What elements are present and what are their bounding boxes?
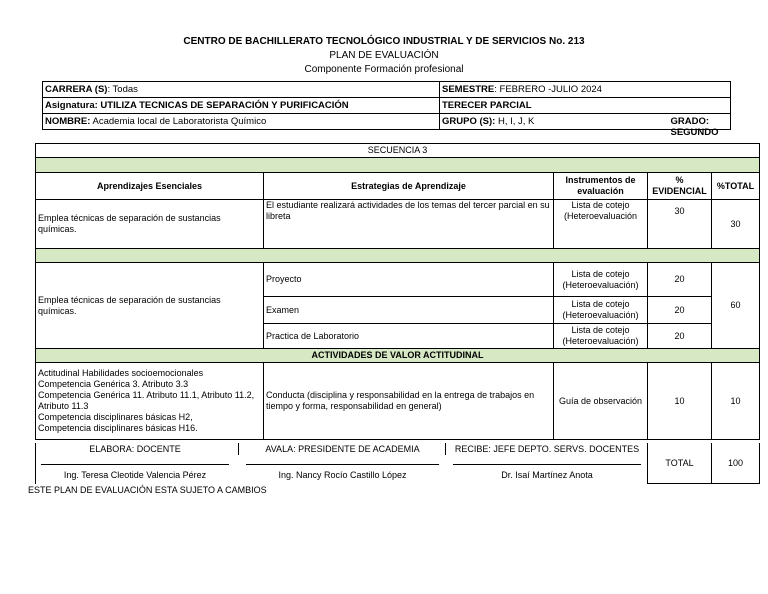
info-row-asignatura <box>43 98 731 114</box>
block3-line-1: Actitudinal Habilidades socioemocionales <box>38 368 204 378</box>
carrera-cell <box>43 82 440 98</box>
avala-signature-line <box>246 455 439 465</box>
header-instrumentos: Instrumentos de evaluación <box>554 173 648 200</box>
block2-aprendizaje: Emplea técnicas de separación de sustancias químicas. <box>36 263 264 349</box>
green-separator-2 <box>36 249 760 263</box>
total-row <box>648 443 760 484</box>
semestre-label: SEMESTRE <box>442 84 495 95</box>
carrera-label: CARRERA (S) <box>45 84 108 95</box>
info-row-nombre <box>43 114 731 130</box>
grado-label: GRADO: SEGUNDO <box>670 116 719 138</box>
asignatura-cell: Asignatura: UTILIZA TECNICAS DE SEPARACIÓN Y PURIFICACIÓN <box>43 98 440 114</box>
block2-evidencial-2: 20 <box>648 297 712 324</box>
total-label: TOTAL <box>648 443 712 484</box>
block1-total: 30 <box>712 200 760 249</box>
grupo-value: H, I, J, K <box>495 116 535 127</box>
sequence-title: SECUENCIA 3 <box>36 144 760 158</box>
nombre-cell <box>43 114 440 130</box>
block1-instrumento: Lista de cotejo (Heteroevaluación <box>554 200 648 249</box>
block1-estrategia: El estudiante realizará actividades de los temas del tercer parcial en su libreta <box>264 200 554 249</box>
divider <box>445 443 446 455</box>
nombre-value: Academia local de Laboratorista Químico <box>90 116 267 127</box>
header-total: %TOTAL <box>712 173 760 200</box>
green-band <box>36 249 760 263</box>
block3-estrategia: Conducta (disciplina y responsabilidad en la entrega de trabajos en tiempo y forma, responsabilidad en general) <box>264 363 554 440</box>
block1-row <box>36 200 760 249</box>
block2-estrategia-1: Proyecto <box>264 263 554 297</box>
block3-row <box>36 363 760 440</box>
divider <box>238 443 239 455</box>
avala-block <box>240 443 445 482</box>
recibe-block <box>447 443 647 482</box>
header-estrategias: Estrategias de Aprendizaje <box>264 173 554 200</box>
block2-instrumento-3: Lista de cotejo (Heteroevaluación) <box>554 324 648 349</box>
block2-instrumento-1: Lista de cotejo (Heteroevaluación) <box>554 263 648 297</box>
elabora-signature-line <box>41 455 229 465</box>
block2-row-1 <box>36 263 760 297</box>
elabora-label: ELABORA: DOCENTE <box>89 444 181 454</box>
header-row <box>36 173 760 200</box>
block2-instrumento-2: Lista de cotejo (Heteroevaluación) <box>554 297 648 324</box>
green-band <box>36 158 760 173</box>
institution-title: CENTRO DE BACHILLERATO TECNOLÓGICO INDUSTRIAL Y DE SERVICIOS No. 213 <box>183 36 585 47</box>
block3-evidencial: 10 <box>648 363 712 440</box>
block3-line-4: Competencia disciplinares básicas H2, <box>38 412 193 422</box>
actitudinal-title: ACTIVIDADES DE VALOR ACTITUDINAL <box>36 349 760 363</box>
info-table <box>42 81 731 138</box>
block3-instrumento: Guía de observación <box>554 363 648 440</box>
block3-line-5: Competencia disciplinares básicas H16. <box>38 423 198 433</box>
block2-estrategia-2: Examen <box>264 297 554 324</box>
block2-total: 60 <box>712 263 760 349</box>
block2-evidencial-1: 20 <box>648 263 712 297</box>
avala-name: Ing. Nancy Rocío Castillo López <box>278 470 407 480</box>
green-separator-1 <box>36 158 760 173</box>
block2-estrategia-3: Practica de Laboratorio <box>264 324 554 349</box>
avala-label: AVALA: PRESIDENTE DE ACADEMIA <box>265 444 420 454</box>
grupo-cell <box>440 114 731 138</box>
header-aprendizajes: Aprendizajes Esenciales <box>36 173 264 200</box>
block1-aprendizaje: Emplea técnicas de separación de sustancias químicas. <box>36 200 264 249</box>
header-evidencial: % EVIDENCIAL <box>648 173 712 200</box>
recibe-name: Dr. Isaí Martínez Anota <box>501 470 593 480</box>
nombre-label: NOMBRE: <box>45 116 91 127</box>
recibe-label: RECIBE: JEFE DEPTO. SERVS. DOCENTES <box>454 444 640 454</box>
component-subtitle: Componente Formación profesional <box>304 64 464 75</box>
block2-evidencial-3: 20 <box>648 324 712 349</box>
evaluation-table <box>35 143 760 440</box>
total-value: 100 <box>712 443 760 484</box>
semestre-value: : FEBRERO -JULIO 2024 <box>494 84 602 95</box>
block3-competencias <box>36 363 264 440</box>
block3-total: 10 <box>712 363 760 440</box>
left-border <box>35 443 36 484</box>
info-row-carrera <box>43 82 731 98</box>
block3-line-3: Competencia Genérica 11. Atributo 11.1, Atributo 11.2, Atributo 11.3 <box>38 390 255 411</box>
actitudinal-title-row <box>36 349 760 363</box>
parcial-cell: TERECER PARCIAL <box>440 98 731 114</box>
block3-line-2: Competencia Genérica 3. Atributo 3.3 <box>38 379 189 389</box>
total-table <box>647 443 760 484</box>
signatures-section <box>35 443 647 484</box>
footer-note: ESTE PLAN DE EVALUACIÓN ESTA SUJETO A CAMBIOS <box>28 485 267 495</box>
block1-evidencial: 30 <box>648 200 712 249</box>
carrera-value: : Todas <box>107 84 138 95</box>
recibe-signature-line <box>453 455 641 465</box>
elabora-block <box>35 443 235 482</box>
sequence-row <box>36 144 760 158</box>
elabora-name: Ing. Teresa Cleotide Valencia Pérez <box>63 470 207 480</box>
plan-title: PLAN DE EVALUACIÓN <box>329 50 439 61</box>
grupo-label: GRUPO (S): <box>442 116 496 127</box>
semestre-cell <box>440 82 731 98</box>
